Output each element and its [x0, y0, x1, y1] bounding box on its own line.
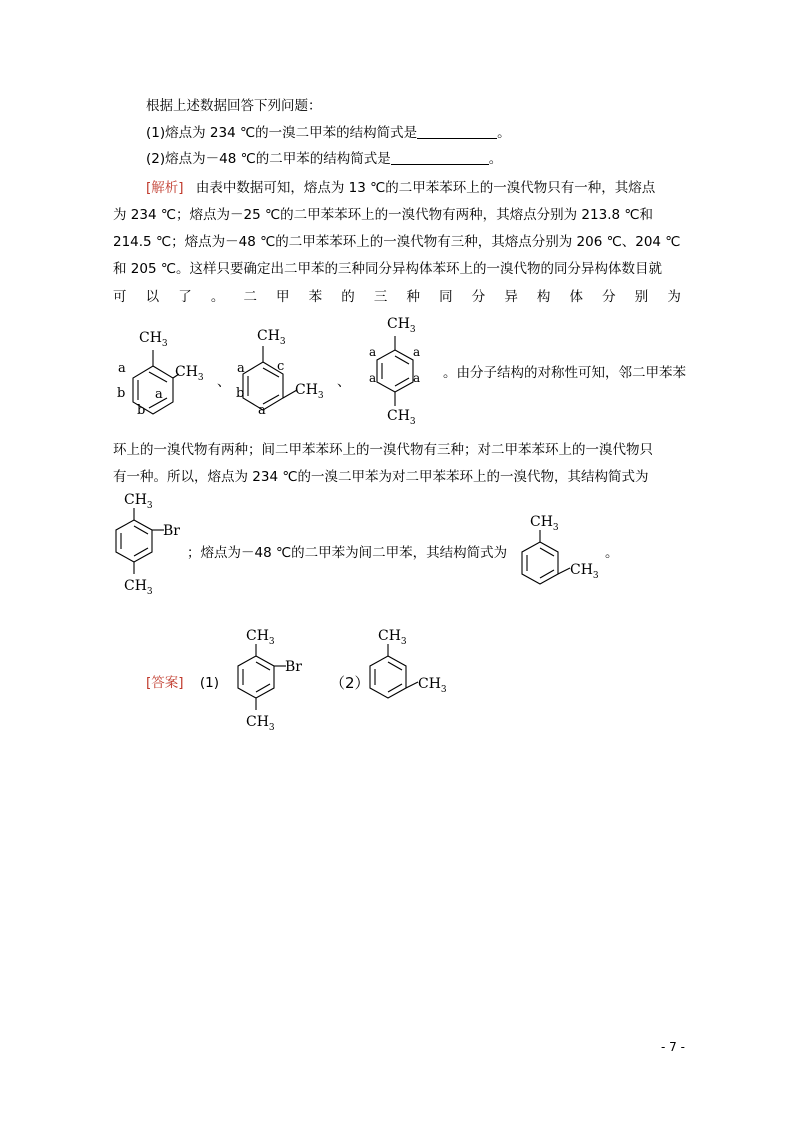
- svg-text:CH3: $CH_3$: [257, 328, 286, 347]
- svg-text:Br: Br: [285, 659, 302, 675]
- question-2-text: (2)熔点为－48 ℃的二甲苯的结构简式是: [146, 151, 391, 167]
- analysis-line-8: 有一种。所以，熔点为 234 ℃的一溴二甲苯为对二甲苯苯环上的一溴代物，其结构简式为: [113, 469, 649, 485]
- svg-text:CH3: $CH_3$: [378, 628, 407, 647]
- svg-text:CH3: $CH_3$: [570, 562, 599, 581]
- svg-text:CH3: $CH_3$: [139, 330, 168, 349]
- m-xylene-answer-structure: [518, 510, 608, 594]
- answer-blank-2: [391, 150, 489, 165]
- svg-text:a: a: [413, 371, 421, 385]
- svg-text:a: a: [118, 361, 126, 376]
- svg-text:a: a: [237, 361, 245, 376]
- page-number: - 7 -: [661, 1040, 685, 1054]
- svg-text:a: a: [155, 387, 163, 402]
- question-2-end: 。: [488, 151, 503, 167]
- svg-text:a: a: [413, 345, 421, 359]
- p-xylene-structure: [363, 312, 443, 432]
- analysis-line-2: 为 234 ℃；熔点为－25 ℃的二甲苯苯环上的一溴代物有两种，其熔点分别为 213.8 ℃和: [113, 207, 654, 223]
- separator-2: 、: [337, 374, 351, 390]
- bromo-p-xylene-structure: [108, 488, 198, 606]
- svg-text:a: a: [369, 371, 377, 385]
- answer-blank-1: [417, 124, 497, 139]
- svg-text:a: a: [369, 345, 377, 359]
- question-2: [146, 150, 502, 168]
- question-1-end: 。: [497, 125, 511, 141]
- question-1: [146, 124, 511, 142]
- svg-text:a: a: [258, 403, 266, 418]
- analysis-line-3: 214.5 ℃；熔点为－48 ℃的二甲苯苯环上的一溴代物有三种，其熔点分别为 206 ℃、204 ℃: [113, 234, 681, 250]
- answer-label: [答案]: [146, 675, 184, 691]
- o-xylene-structure: [113, 318, 213, 418]
- answer-2-structure: [366, 624, 456, 708]
- svg-text:CH3: $CH_3$: [418, 676, 447, 695]
- svg-text:b: b: [236, 386, 245, 401]
- analysis-line-1: [解析] 由表中数据可知，熔点为 13 ℃的二甲苯苯环上的一溴代物只有一种，其熔点: [146, 180, 656, 196]
- svg-text:CH3: $CH_3$: [387, 408, 416, 427]
- analysis-line-7: 环上的一溴代物有两种；间二甲苯苯环上的一溴代物有三种；对二甲苯苯环上的一溴代物只: [113, 442, 653, 458]
- question-1-text: (1)熔点为 234 ℃的一溴二甲苯的结构简式是: [146, 125, 418, 141]
- answer-1-structure: [230, 624, 320, 742]
- svg-text:Br: Br: [163, 523, 180, 539]
- svg-text:b: b: [117, 386, 126, 401]
- svg-text:CH3: $CH_3$: [530, 514, 559, 533]
- svg-text:CH3: $CH_3$: [295, 382, 324, 401]
- answer-line: [146, 674, 219, 692]
- analysis-line-9: ；熔点为－48 ℃的二甲苯为间二甲苯，其结构简式为: [187, 545, 508, 561]
- svg-text:CH3: $CH_3$: [175, 364, 204, 383]
- separator-1: 、: [217, 374, 231, 390]
- intro-line: 根据上述数据回答下列问题：: [146, 98, 322, 114]
- answer-part-2: （2）: [330, 674, 370, 692]
- analysis-line-4: 和 205 ℃。这样只要确定出二甲苯的三种同分异构体苯环上的一溴代物的同分异构体数目就: [113, 261, 663, 277]
- svg-text:CH3: $CH_3$: [246, 628, 275, 647]
- analysis-line-9-end: 。: [605, 545, 619, 561]
- analysis-line-5: 可 以 了 。 二 甲 苯 的 三 种 同 分 异 构 体 分 别 为: [113, 289, 681, 305]
- m-xylene-structure: [235, 318, 335, 418]
- svg-text:CH3: $CH_3$: [124, 578, 153, 597]
- svg-text:CH3: $CH_3$: [387, 316, 416, 335]
- svg-text:c: c: [277, 359, 285, 374]
- svg-text:CH3: $CH_3$: [246, 714, 275, 733]
- svg-text:CH3: $CH_3$: [124, 492, 153, 511]
- answer-part-1: (1): [199, 675, 219, 691]
- analysis-label: [解析]: [146, 180, 184, 196]
- svg-text:b: b: [137, 403, 146, 418]
- analysis-line-6: 。由分子结构的对称性可知，邻二甲苯苯: [443, 365, 686, 381]
